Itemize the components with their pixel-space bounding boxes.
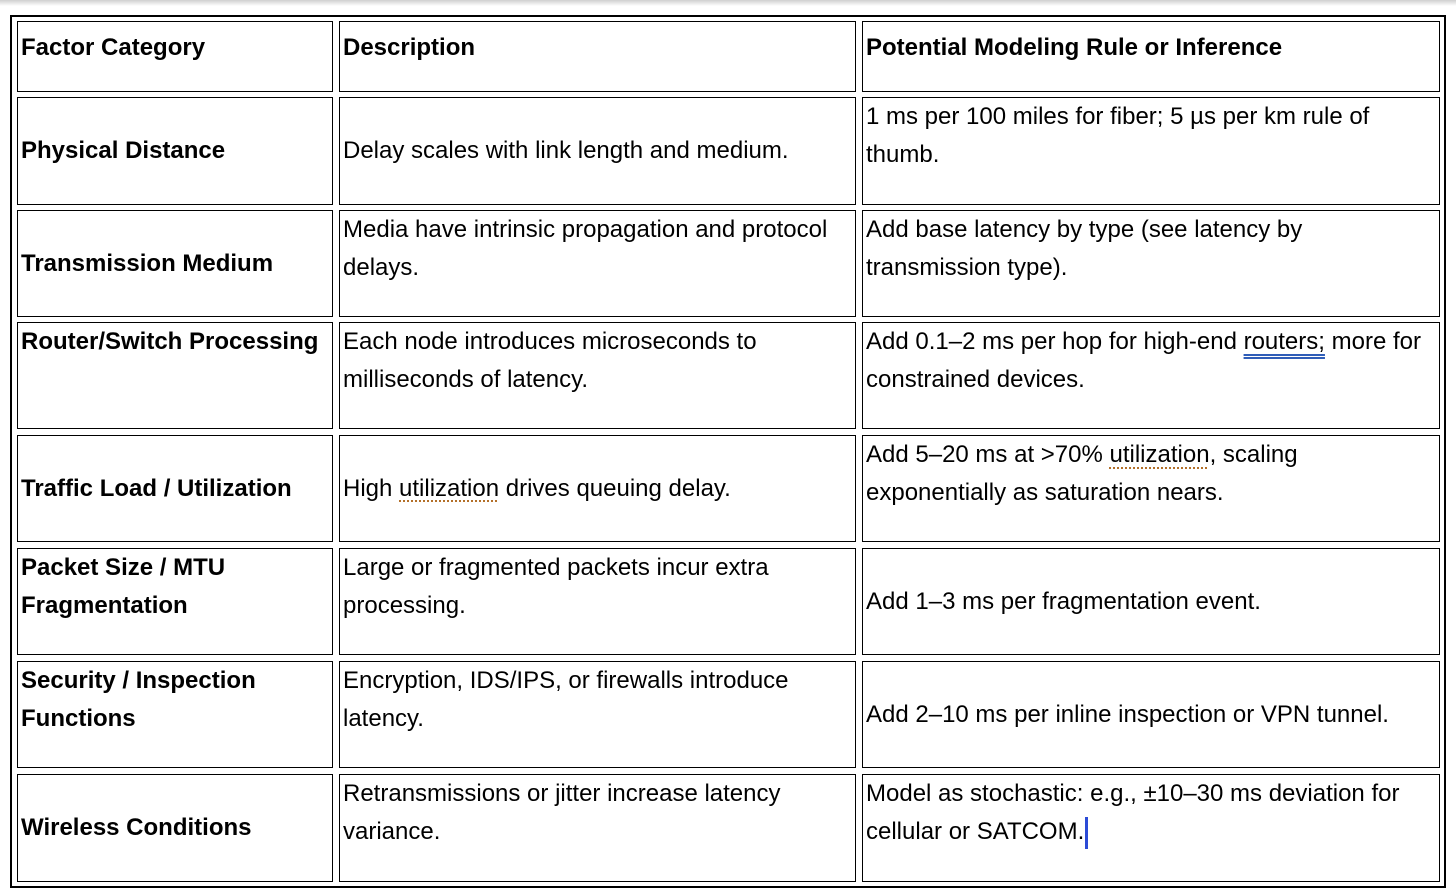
row-7-factor: Wireless Conditions	[17, 774, 333, 882]
spellcheck-flag-utilization[interactable]: utilization	[399, 474, 500, 502]
row-7-description: Retransmissions or jitter increase latency variance.	[339, 774, 856, 882]
text-cursor-caret	[1085, 817, 1088, 849]
row-4-factor: Traffic Load / Utilization	[17, 435, 333, 542]
row-1-description: Delay scales with link length and medium.	[339, 97, 856, 205]
row-1-factor: Physical Distance	[17, 97, 333, 205]
row-5-description: Large or fragmented packets incur extra processing.	[339, 548, 856, 655]
row-2-description: Media have intrinsic propagation and protocol delays.	[339, 210, 856, 317]
top-shadow-rule	[0, 0, 1456, 6]
row-2-factor: Transmission Medium	[17, 210, 333, 317]
row-4-description	[339, 435, 856, 542]
row-4-rule	[862, 435, 1440, 542]
row-6-factor: Security / Inspection Functions	[17, 661, 333, 768]
row-4-description-text: High utilization drives queuing delay.	[343, 474, 731, 502]
row-7-rule-text: Model as stochastic: e.g., ±10–30 ms deviation for cellular or SATCOM.	[866, 775, 1439, 851]
header-modeling-rule: Potential Modeling Rule or Inference	[862, 21, 1440, 92]
row-6-rule: Add 2–10 ms per inline inspection or VPN tunnel.	[862, 661, 1440, 768]
row-3-factor: Router/Switch Processing	[17, 322, 333, 429]
row-3-rule-text: Add 0.1–2 ms per hop for high-end routers; more for constrained devices.	[866, 328, 1421, 393]
row-6-description: Encryption, IDS/IPS, or firewalls introduce latency.	[339, 661, 856, 768]
row-1-rule: 1 ms per 100 miles for fiber; 5 µs per km rule of thumb.	[862, 97, 1440, 205]
row-3-description: Each node introduces microseconds to milliseconds of latency.	[339, 322, 856, 429]
header-description: Description	[339, 21, 856, 92]
header-factor-category: Factor Category	[17, 21, 333, 92]
row-7-rule[interactable]	[862, 774, 1440, 882]
routers-link[interactable]: routers;	[1243, 328, 1325, 355]
row-5-factor: Packet Size / MTU Fragmentation	[17, 548, 333, 655]
row-3-rule	[862, 322, 1440, 429]
spellcheck-flag-utilization-rule[interactable]: utilization	[1109, 441, 1210, 468]
row-4-rule-text: Add 5–20 ms at >70% utilization, scaling exponentially as saturation nears.	[866, 441, 1298, 506]
row-5-rule: Add 1–3 ms per fragmentation event.	[862, 548, 1440, 655]
row-2-rule: Add base latency by type (see latency by transmission type).	[862, 210, 1440, 317]
